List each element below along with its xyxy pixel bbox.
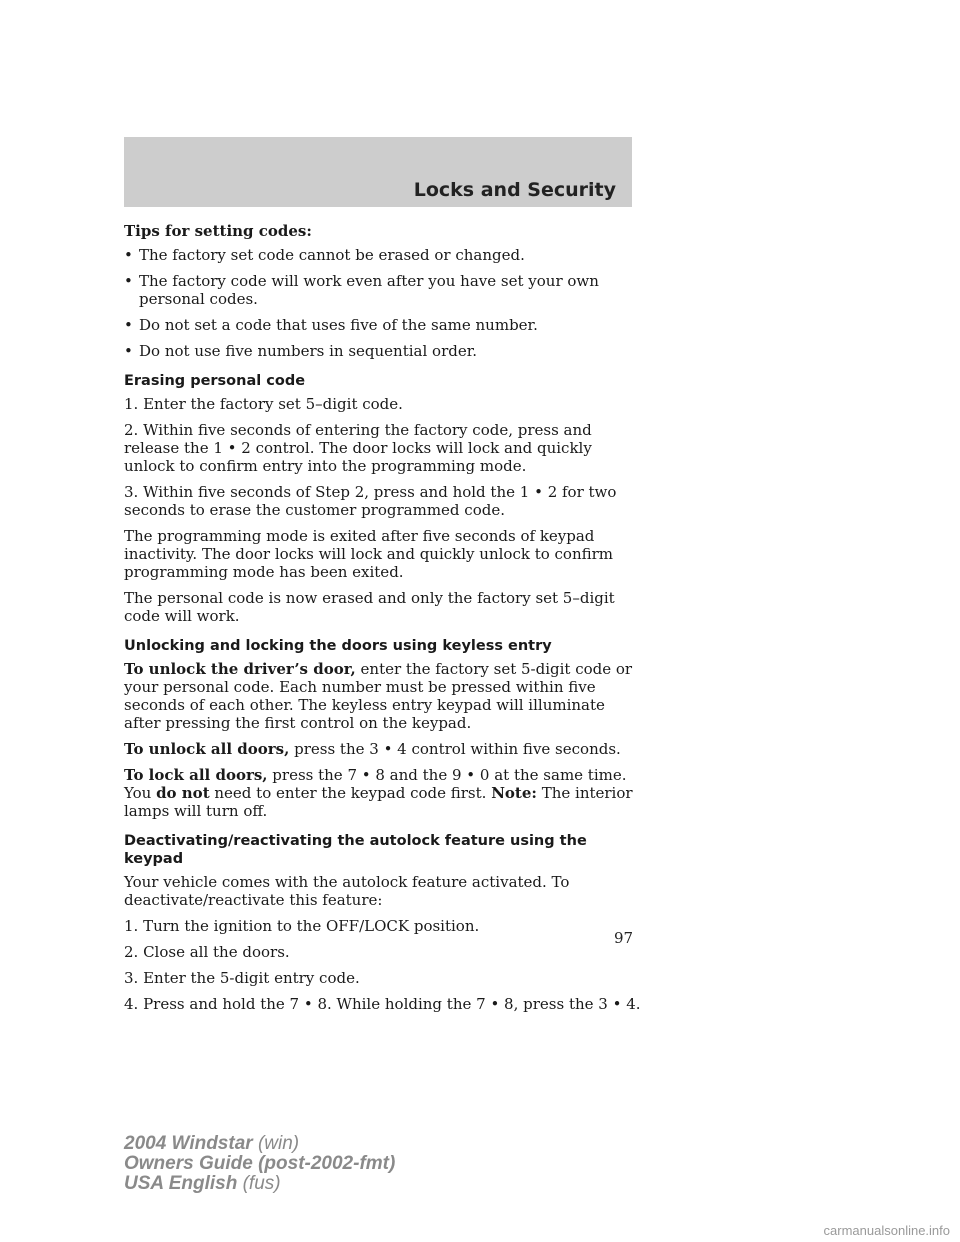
tips-list <box>124 246 644 360</box>
erasing-heading: Erasing personal code <box>124 373 306 389</box>
erasing-paragraph: The personal code is now erased and only the factory set 5–digit code will work. <box>124 589 615 625</box>
bullet-icon: • <box>124 316 133 334</box>
footer-line: USA English (fus) <box>124 1173 281 1194</box>
list-item: • Do not use five numbers in sequential order. <box>124 342 478 360</box>
autolock-intro: Your vehicle comes with the autolock feature activated. To deactivate/reactivate this feature: <box>124 873 570 909</box>
section-header-band <box>124 137 632 207</box>
list-item: • The factory code will work even after you have set your own personal codes. <box>124 272 599 308</box>
bullet-icon: • <box>124 272 133 290</box>
list-item: • The factory set code cannot be erased or changed. <box>124 246 525 264</box>
site-watermark: carmanualsonline.info <box>823 1223 950 1238</box>
bullet-icon: • <box>124 342 133 360</box>
erasing-paragraph: The programming mode is exited after five seconds of keypad inactivity. The door locks will lock and quickly unlock to confirm programming mode has been exited. <box>124 527 614 581</box>
lock-all-paragraph: To lock all doors, press the 7 • 8 and the 9 • 0 at the same time. You do not need to enter the keypad code first. Note: The interior lamps will turn off. <box>124 766 633 820</box>
autolock-step: 1. Turn the ignition to the OFF/LOCK position. <box>124 917 480 935</box>
autolock-step: 2. Close all the doors. <box>124 943 290 961</box>
unlock-driver-paragraph: To unlock the driver’s door, enter the factory set 5-digit code or your personal code. Each number must be pressed within five seconds of each other. The keyless entry keypad will illuminate after pressing the first control on the keypad. <box>124 660 633 732</box>
autolock-heading: Deactivating/reactivating the autolock feature using the keypad <box>124 833 587 867</box>
autolock-step: 4. Press and hold the 7 • 8. While holding the 7 • 8, press the 3 • 4. <box>124 995 641 1013</box>
document-footer <box>124 1134 395 1194</box>
tips-heading: Tips for setting codes: <box>124 222 312 240</box>
page-content <box>124 222 644 1021</box>
erasing-step: 1. Enter the factory set 5–digit code. <box>124 395 403 413</box>
list-item: • Do not set a code that uses five of the same number. <box>124 316 538 334</box>
unlocking-heading: Unlocking and locking the doors using keyless entry <box>124 638 552 654</box>
footer-line: Owners Guide (post-2002-fmt) <box>124 1153 396 1174</box>
unlock-all-paragraph: To unlock all doors, press the 3 • 4 control within five seconds. <box>124 740 621 758</box>
autolock-step: 3. Enter the 5-digit entry code. <box>124 969 360 987</box>
erasing-step: 2. Within five seconds of entering the factory code, press and release the 1 • 2 control. The door locks will lock and quickly unlock to confirm entry into the programming mode. <box>124 421 592 475</box>
page-number: 97 <box>614 929 634 947</box>
section-title: Locks and Security <box>413 179 616 201</box>
footer-line: 2004 Windstar (win) <box>124 1133 300 1154</box>
erasing-step: 3. Within five seconds of Step 2, press and hold the 1 • 2 for two seconds to erase the customer programmed code. <box>124 483 617 519</box>
bullet-icon: • <box>124 246 133 264</box>
